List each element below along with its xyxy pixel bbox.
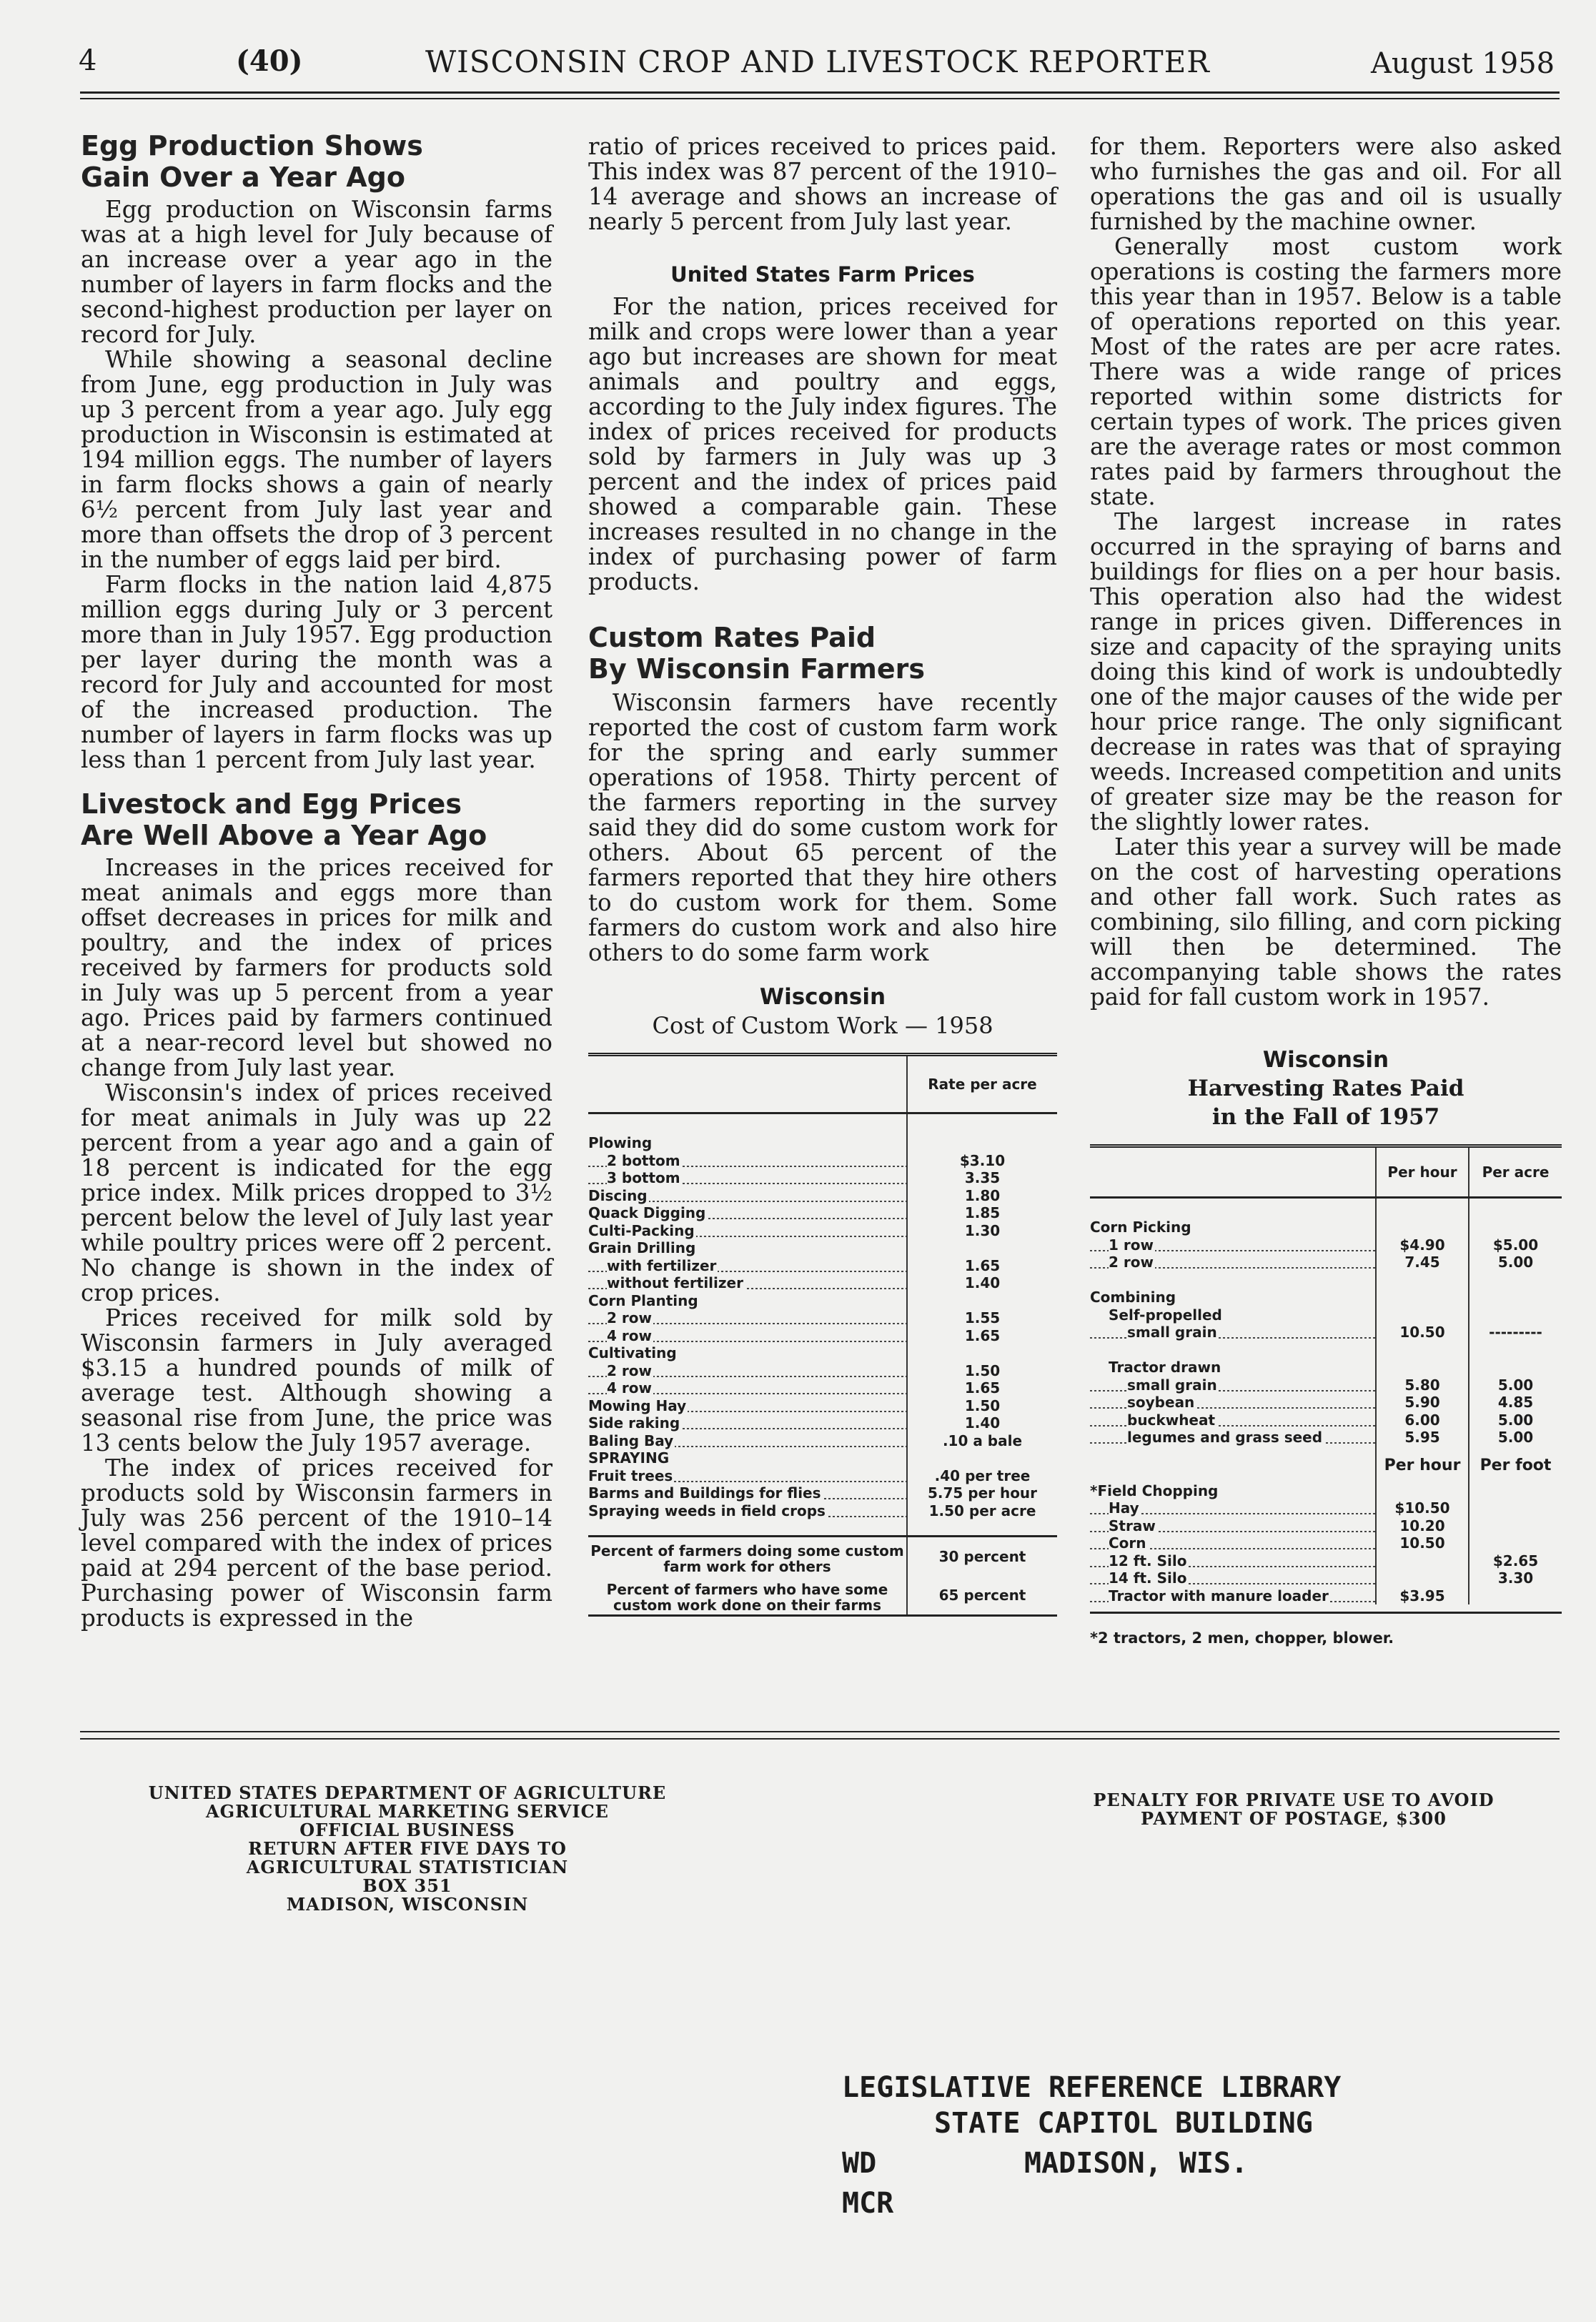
table-row [1090,1376,1562,1394]
row-label: 2 row [1109,1254,1154,1271]
row-label: Hay [1109,1499,1139,1517]
row-value-col2 [1469,1517,1562,1535]
summary-value: 65 percent [907,1576,1057,1616]
row-label: Grain Drilling [588,1239,696,1256]
row-label: 4 row [607,1379,652,1396]
return-address-line: RETURN AFTER FIVE DAYS TO [248,1838,567,1859]
row-value-col2 [1469,1271,1562,1289]
row-value-col1 [1376,1552,1469,1570]
row-value-col1 [1376,1219,1469,1236]
return-address-line: AGRICULTURAL MARKETING SERVICE [206,1801,609,1822]
addressee-code-1: WD [842,2147,877,2180]
row-value-col1: 10.50 [1376,1534,1469,1552]
row-label: Corn Planting [588,1291,698,1309]
table-1958-col-header: Rate per acre [907,1056,1057,1113]
row-value-col2 [1469,1359,1562,1376]
row-value: 1.50 per acre [907,1502,1057,1520]
us-farm-prices-paragraph: For the nation, prices received for milk and crops were lower than a year ago but increases are shown for meat animals and poultry and eggs, according to the July index figures. The index of prices received for products sold by farmers in July was up 3 percent and the index of prices paid showed a comparable gain. These increases resulted in no change in the index of purchasing power of farm products. [588,293,1057,595]
row-value-col1: 5.95 [1376,1429,1469,1447]
table-row [1090,1482,1562,1500]
row-label: buckwheat [1127,1411,1216,1429]
row-label: Mowing Hay [588,1396,687,1414]
table-row [588,1362,1057,1380]
table-row [588,1414,1057,1432]
table-row [1090,1517,1562,1535]
row-label: Tractor with manure loader [1109,1587,1329,1604]
row-value: 5.75 per hour [907,1484,1057,1502]
table-row [588,1169,1057,1187]
table-row [588,1327,1057,1345]
summary-label-line-1: Percent of farmers doing some custom [590,1542,904,1559]
table-row [588,1292,1057,1310]
row-value: .40 per tree [907,1467,1057,1485]
summary-label-line-2: custom work done on their farms [613,1597,882,1614]
table-1957-title-3: in the Fall of 1957 [1211,1104,1440,1130]
table-1958-title-2: Cost of Custom Work — 1958 [652,1012,993,1039]
row-value-col1 [1376,1359,1469,1376]
return-address-line: UNITED STATES DEPARTMENT OF AGRICULTURE [148,1782,667,1803]
row-label: 4 row [607,1326,652,1344]
column-1 [81,130,552,1631]
harvesting-rates-table-1957 [1090,1046,1562,1647]
table-1957-col2-header: Per acre [1469,1148,1562,1198]
row-value-col1: $3.95 [1376,1587,1469,1605]
table-1958-title-1: Wisconsin [759,984,886,1010]
row-label: Quack Digging [588,1204,706,1221]
row-value-col2: $2.65 [1469,1552,1562,1570]
table-row [1090,1394,1562,1411]
row-value-col1: 6.00 [1376,1411,1469,1429]
table-row [1090,1569,1562,1587]
row-label: legumes and grass seed [1127,1429,1323,1446]
page-number: 4 [79,44,97,77]
custom-paragraph-1-continued: for them. Reporters were also asked who furnishes the gas and oil. For all operations the gas and oil is usually furnished by the machine owner. [1090,133,1562,235]
table-row [1090,1289,1562,1306]
table-row [1090,1534,1562,1552]
row-value-col2: 5.00 [1469,1411,1562,1429]
addressee-line-2: STATE CAPITOL BUILDING [934,2107,1313,2140]
row-label: Plowing [588,1134,653,1151]
row-value-col2 [1469,1534,1562,1552]
custom-paragraph-2: Generally most custom work operations is costing the farmers more this year than in 1957. Below is a table of operations reported on this year. Most of the rates are per acre rates. There was a wide range of prices reported within some districts for certain types of work. The prices given are the average rates or most common rates paid by farmers throughout the state. [1090,233,1562,510]
row-label: Corn Picking [1090,1219,1191,1236]
summary-value: 30 percent [907,1537,1057,1577]
row-label: Corn [1109,1534,1146,1552]
row-label [1090,1341,1091,1359]
return-address-block [79,1784,736,1914]
row-value: .10 a bale [907,1432,1057,1450]
header-rule-top [80,91,1560,94]
publication-title: WISCONSIN CROP AND LIVESTOCK REPORTER [425,44,1210,79]
table-row [588,1502,1057,1520]
row-value-col2: 5.00 [1469,1376,1562,1394]
row-label: 2 row [607,1309,652,1326]
table-1957-grid [1090,1148,1562,1604]
row-value-col1: 5.90 [1376,1394,1469,1411]
return-address-line: AGRICULTURAL STATISTICIAN [246,1857,569,1877]
issue-date: August 1958 [1371,47,1555,80]
row-label: SPRAYING [588,1449,670,1467]
row-label: Side raking [588,1414,680,1432]
row-value-col1: 5.80 [1376,1376,1469,1394]
row-value: 3.35 [907,1169,1057,1187]
footer-rule-top [80,1731,1560,1732]
row-label: Fruit trees [588,1467,673,1484]
prices-paragraph-1: Increases in the prices received for meat animals and eggs more than offset decreases in prices for milk and poultry, and the index of prices received by farmers for products sold in July was up 5 percent from a year ago. Prices paid by farmers continued at a near-record level but showed no change from July last year. [81,854,552,1081]
row-value: 1.65 [907,1379,1057,1397]
row-label: 12 ft. Silo [1109,1552,1187,1569]
custom-article-title-2: By Wisconsin Farmers [588,653,925,685]
table-row [588,1222,1057,1240]
row-label: Baling Bay [588,1432,674,1449]
table-1957-subheader-col1: Per hour [1376,1447,1469,1475]
prices-paragraph-2: Wisconsin's index of prices received for meat animals in July was up 22 percent from a year ago and a gain of 18 percent is indicated for the egg price index. Milk prices dropped to 3½ percent below the level of July last year while poultry prices were off 2 percent. No change is shown in the index of crop prices. [81,1079,552,1306]
egg-paragraph-3: Farm flocks in the nation laid 4,875 million eggs during July or 3 percent more than in July 1957. Egg production per layer during the month was a record for July and accounted for most of the increased production. The number of layers in farm flocks was up less than 1 percent from July last year. [81,571,552,773]
table-row [1090,1306,1562,1324]
row-value: 1.65 [907,1327,1057,1345]
row-label: 3 bottom [607,1169,680,1186]
header-rule-bottom [80,98,1560,99]
table-row [1090,1219,1562,1236]
row-value-col1: $4.90 [1376,1236,1469,1254]
addressee-line-1: LEGISLATIVE REFERENCE LIBRARY [842,2071,1342,2104]
custom-paragraph-1: Wisconsin farmers have recently reported the cost of custom farm work for the spring and early summer operations of 1958. Thirty percent of the farmers reporting in the survey said they did do some custom work for others. About 65 percent of the farmers reported that they hire others to do custom work for them. Some farmers do custom work and also hire others to do some farm work [588,689,1057,966]
us-farm-prices-heading: United States Farm Prices [670,262,975,287]
row-label: small grain [1127,1376,1217,1394]
row-label: with fertilizer [607,1256,717,1274]
row-value-col2 [1469,1499,1562,1517]
row-label: 14 ft. Silo [1109,1569,1187,1587]
row-value: 1.50 [907,1362,1057,1380]
table-1958-grid [588,1056,1057,1621]
return-address-line: MADISON, WISCONSIN [286,1894,529,1915]
row-value-col1: 7.45 [1376,1254,1469,1271]
row-label: without fertilizer [607,1274,743,1291]
table-row [1090,1429,1562,1447]
row-value-col1: $10.50 [1376,1499,1469,1517]
egg-article-title-1: Egg Production Shows [81,130,423,162]
summary-label-line-2: farm work for others [663,1558,831,1575]
custom-paragraph-3: The largest increase in rates occurred in the spraying of barns and buildings for flies on a per hour basis. This operation also had the widest range in prices given. Differences in size and capacity of the spraying units doing this kind of work is undoubtedly one of the major causes of the wide per hour price range. The only significant decrease in rates was that of spraying weeds. Increased competition and units of greater size may be the reason for the slightly lower rates. [1090,508,1562,835]
row-value: 1.40 [907,1274,1057,1292]
table-row [588,1274,1057,1292]
table-row [1090,1411,1562,1429]
addressee-line-3: MADISON, WIS. [1024,2147,1249,2180]
row-value [907,1239,1057,1257]
row-label: Self-propelled [1109,1306,1222,1324]
row-label: Spraying weeds in field crops [588,1502,826,1519]
issue-page-number: (40) [236,44,303,78]
table-1957-title-1: Wisconsin [1262,1047,1389,1073]
row-value-col1 [1376,1482,1469,1500]
row-value: 1.40 [907,1414,1057,1432]
prices-paragraph-4: The index of prices received for products sold by Wisconsin farmers in July was 256 percent of the 1910–14 level compared with the index of prices paid at 294 percent of the base period. Purchasing power of Wisconsin farm products is expressed in the [81,1454,552,1632]
row-value-col1 [1376,1271,1469,1289]
row-value: 1.85 [907,1204,1057,1222]
penalty-line-2: PAYMENT OF POSTAGE, $300 [1141,1808,1447,1829]
table-row [588,1257,1057,1275]
row-label: Cultivating [588,1344,677,1361]
column-3 [1090,134,1562,1647]
row-value: 1.65 [907,1257,1057,1275]
row-value-col1: 10.20 [1376,1517,1469,1535]
egg-paragraph-1: Egg production on Wisconsin farms was at a high level for July because of an increase over a year ago in the number of layers in farm flocks and the second-highest production per layer on record for July. [81,196,552,348]
row-value: $3.10 [907,1152,1057,1170]
table-1957-col1-header: Per hour [1376,1148,1469,1198]
table-row [588,1449,1057,1467]
summary-label-line-1: Percent of farmers who have some [606,1581,888,1598]
table-summary-row [588,1576,1057,1616]
table-row [588,1309,1057,1327]
row-value-col2 [1469,1306,1562,1324]
table-row [588,1432,1057,1450]
postage-penalty-block [1022,1791,1565,1828]
row-label: 2 bottom [607,1151,680,1169]
row-value [907,1449,1057,1467]
row-value-col1 [1376,1569,1469,1587]
row-value-col2: $5.00 [1469,1236,1562,1254]
table-summary-row [588,1537,1057,1577]
table-row [1090,1587,1562,1605]
table-row [588,1467,1057,1485]
row-value: 1.30 [907,1222,1057,1240]
row-value-col1 [1376,1306,1469,1324]
table-subheader-row [1090,1447,1562,1475]
row-label: Culti-Packing [588,1221,695,1239]
table-row [588,1204,1057,1222]
row-label: Discing [588,1186,648,1204]
row-label: Combining [1090,1289,1176,1306]
row-label [1090,1271,1091,1289]
row-value-col2 [1469,1587,1562,1605]
row-label: Straw [1109,1517,1156,1534]
table-row [1090,1324,1562,1341]
table-row [1090,1236,1562,1254]
table-row [1090,1271,1562,1289]
row-label: Tractor drawn [1109,1359,1221,1376]
prices-article-title-1: Livestock and Egg Prices [81,788,462,820]
table-row [588,1152,1057,1170]
prices-paragraph-3: Prices received for milk sold by Wisconsin farmers in July averaged $3.15 a hundred pounds of milk of average test. Although showing a seasonal rise from June, the price was 13 cents below the July 1957 average. [81,1304,552,1457]
column-2 [588,134,1057,1621]
egg-paragraph-2: While showing a seasonal decline from June, egg production in July was up 3 percent from a year ago. July egg production in Wisconsin is estimated at 194 million eggs. The number of layers in farm flocks shows a gain of nearly 6½ percent from July last year and more than offsets the drop of 3 percent in the number of eggs laid per bird. [81,346,552,573]
egg-article-title-2: Gain Over a Year Ago [81,162,405,193]
row-value-col2: 5.00 [1469,1254,1562,1271]
table-row [588,1484,1057,1502]
row-label: Barms and Buildings for flies [588,1484,821,1502]
row-value-col2: 5.00 [1469,1429,1562,1447]
row-value-col2: 3.30 [1469,1569,1562,1587]
table-row [588,1344,1057,1362]
table-1957-title-2: Harvesting Rates Paid [1187,1076,1464,1101]
custom-work-table-1958 [588,983,1057,1621]
row-label: small grain [1127,1324,1217,1341]
table-row [588,1239,1057,1257]
custom-paragraph-4: Later this year a survey will be made on the cost of harvesting operations and other fall work. Such rates as combining, silo filling, and corn picking will then be determined. The accompanying table shows the rates paid for fall custom work in 1957. [1090,833,1562,1011]
row-value: 1.80 [907,1187,1057,1205]
table-row [1090,1341,1562,1359]
table-row [1090,1254,1562,1271]
table-row [1090,1499,1562,1517]
penalty-line-1: PENALTY FOR PRIVATE USE TO AVOID [1093,1790,1495,1810]
table-1957-subheader-col2: Per foot [1469,1447,1562,1475]
row-value-col2 [1469,1341,1562,1359]
table-1957-footnote: *2 tractors, 2 men, chopper, blower. [1090,1629,1394,1647]
row-value-col2: 4.85 [1469,1394,1562,1411]
return-address-line: OFFICIAL BUSINESS [299,1820,515,1840]
row-value-col1 [1376,1341,1469,1359]
row-label: *Field Chopping [1090,1482,1219,1499]
table-row [1090,1552,1562,1570]
prices-article-title-2: Are Well Above a Year Ago [81,820,487,851]
row-value [907,1134,1057,1152]
footer-rule-bottom [80,1738,1560,1740]
table-row [588,1187,1057,1205]
row-value-col1: 10.50 [1376,1324,1469,1341]
table-row [588,1397,1057,1415]
row-value [907,1292,1057,1310]
row-label: 1 row [1109,1236,1154,1254]
row-value-col2: --------- [1469,1324,1562,1341]
row-value-col2 [1469,1289,1562,1306]
row-value: 1.55 [907,1309,1057,1327]
row-label: soybean [1127,1394,1195,1411]
table-row [588,1379,1057,1397]
prices-paragraph-4-continued: ratio of prices received to prices paid. This index was 87 percent of the 1910–14 average and shows an increase of nearly 5 percent from July last year. [588,133,1057,235]
return-address-line: BOX 351 [362,1875,452,1896]
row-value-col1 [1376,1289,1469,1306]
table-row [1090,1359,1562,1376]
row-value [907,1344,1057,1362]
table-row [588,1134,1057,1152]
custom-article-title-1: Custom Rates Paid [588,622,876,653]
row-label: 2 row [607,1361,652,1379]
addressee-code-2: MCR [842,2187,894,2220]
row-value: 1.50 [907,1397,1057,1415]
row-value-col2 [1469,1482,1562,1500]
row-value-col2 [1469,1219,1562,1236]
